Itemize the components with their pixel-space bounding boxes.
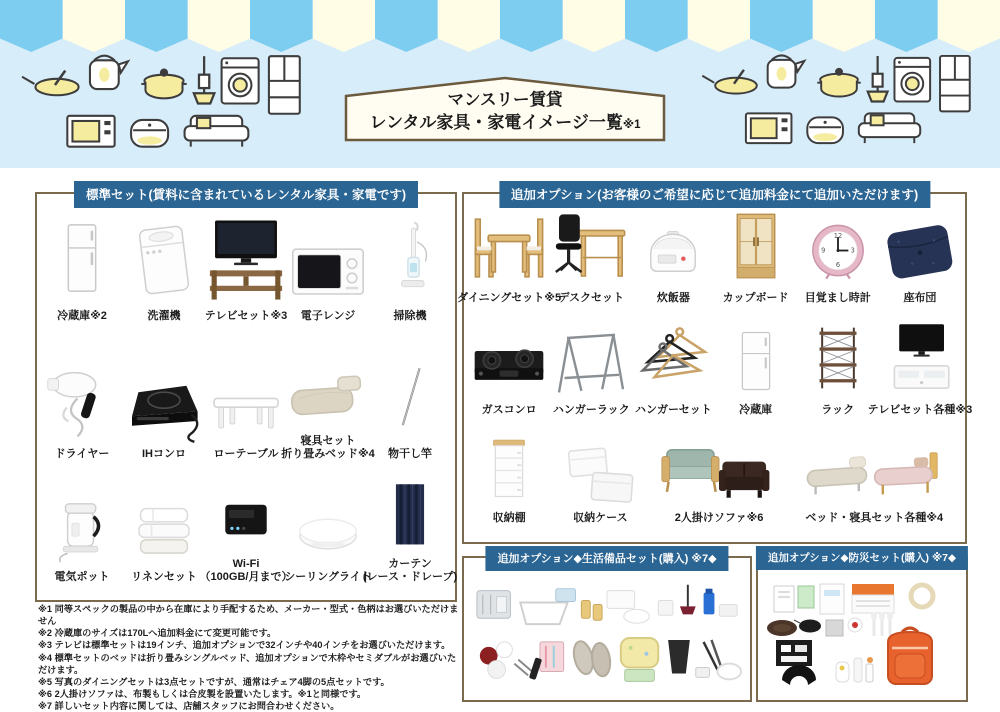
item-label: リネンセット (131, 571, 197, 584)
slippers-brown-icon (767, 620, 797, 636)
gas-stove-image (468, 326, 550, 404)
eye-mask-icon (794, 620, 821, 633)
item-desk-set (550, 204, 632, 305)
item-bedding-set (287, 355, 369, 461)
item-label2: (レース・ドレープ) (363, 571, 457, 584)
item-label: 炊飯器 (657, 292, 690, 305)
toiletry-bottles-icon (581, 591, 649, 624)
low-table-image (204, 368, 288, 448)
footnote-2: ※2 冷蔵庫のサイズは170Lへ追加料金にて変更可能です。 (38, 627, 462, 639)
title-plaque (344, 76, 666, 142)
item-wifi-router (205, 484, 287, 584)
awning-stripe (0, 0, 63, 52)
awning-stripe (688, 0, 751, 52)
standard-set-header: 標準セット(賃料に含まれているレンタル家具・家電です) (74, 181, 418, 208)
item-label: 電気ポット (55, 571, 110, 584)
footnote-7: ※7 詳しいセット内容に関しては、店舗スタッフにお問合わせください。 (38, 700, 462, 712)
life-goods-set-image (464, 572, 750, 700)
awning-stripe (625, 0, 688, 52)
footnotes (38, 603, 462, 712)
top-banner (0, 0, 1000, 168)
item-label: ローテーブル (213, 448, 278, 461)
documents-icon (774, 586, 814, 612)
food-pack-icon (852, 584, 894, 613)
awning-stripe (500, 0, 563, 52)
item-storage-shelf (468, 424, 550, 525)
item-label: シーリングライト (284, 571, 371, 584)
slippers-icon (571, 639, 613, 677)
item-label: 目覚まし時計 (805, 292, 871, 305)
item-laundry-pole (369, 346, 451, 461)
tv-various-image (880, 318, 960, 404)
laundry-pole-image (380, 346, 440, 448)
neck-pillow-icon (782, 665, 816, 685)
item-label: ハンガーラック (553, 404, 630, 417)
page-title-line1: マンスリー賃貸 (447, 90, 562, 111)
item-electric-pot (41, 487, 123, 584)
item-label: ガスコンロ (482, 404, 537, 417)
svg-text:6: 6 (836, 261, 840, 269)
desk-set-image (551, 204, 631, 292)
emergency-backpack-icon (888, 628, 932, 684)
item-rack (797, 312, 879, 417)
item-label: デスクセット (558, 292, 624, 305)
storage-shelf-image (478, 424, 540, 512)
item-label: ハンガーセット (635, 404, 712, 417)
curtain-image (378, 472, 442, 558)
item-cupboard (715, 200, 797, 305)
life-goods-set-panel (462, 556, 752, 702)
whistle-bottle-icon (866, 657, 873, 682)
appliance-icons-right (700, 50, 978, 154)
ceiling-light-image (285, 497, 371, 571)
disaster-set-header: 追加オプション◆防災セット(購入) ※7◆ (756, 546, 968, 570)
rice-cooker-image (635, 218, 711, 292)
hanger-rack-image (551, 320, 631, 404)
item-floor-cushion (879, 210, 961, 305)
vacuum-image (375, 202, 445, 310)
storage-cases-image (557, 432, 643, 512)
item-linen-set (123, 493, 205, 584)
wash-basin-icon (520, 589, 575, 624)
svg-text:3: 3 (850, 247, 854, 255)
toothbrush-set-icon (529, 642, 564, 680)
item-tv-set (205, 210, 287, 323)
standard-set-panel (35, 192, 457, 602)
item-label: 2人掛けソファ※6 (675, 512, 764, 525)
page-title-line2: レンタル家具・家電イメージ一覧 (370, 113, 623, 132)
disaster-set-image (758, 572, 966, 700)
item-bed-sets (788, 432, 961, 525)
item-storage-cases (550, 432, 650, 525)
awning-stripe (813, 0, 876, 52)
cushion-tissue-icon (621, 638, 658, 681)
footnote-5: ※5 写真のダイニングセットは3点セットですが、通常はチェア4脚の5点セットです。 (38, 676, 462, 688)
dining-set-image (469, 204, 549, 292)
item-label: Wi-Fi (233, 558, 260, 571)
item-microwave (287, 230, 369, 323)
washer-image (126, 210, 202, 310)
disaster-set-panel (756, 556, 968, 702)
item-label: カップボード (723, 292, 789, 305)
item-label: ラック (821, 404, 854, 417)
item-label: カーテン (388, 558, 431, 571)
item-ih-stove (123, 362, 205, 461)
footnote-4: ※4 標準セットのベッドは折り畳みシングルベッド、追加オプションで木枠やセミダブルがお選びいただけます。 (38, 652, 462, 676)
awning-stripe (938, 0, 1000, 52)
awning-stripe (63, 0, 126, 52)
item-gas-stove (468, 326, 550, 417)
utensils-icon (871, 612, 893, 636)
item-label: ダイニングセット※5 (457, 292, 561, 305)
footnote-6: ※6 2人掛けソファは、布製もしくは合皮製を設置いたします。※1と同様です。 (38, 688, 462, 700)
microwave-image (286, 230, 370, 310)
awning-stripe (250, 0, 313, 52)
item-label: テレビセット※3 (205, 310, 288, 323)
wifi-router-image (207, 484, 285, 558)
item-alarm-clock (797, 212, 879, 305)
cutlery-tray-icon (477, 591, 511, 619)
awning-stripe (188, 0, 251, 52)
fridge-image (46, 206, 118, 310)
item-dryer (41, 358, 123, 461)
trash-bin-icon (668, 640, 690, 674)
item-vacuum (369, 202, 451, 323)
awning-stripe (313, 0, 376, 52)
item-label: ベッド・寝具セット各種※4 (805, 512, 943, 525)
item-fridge (41, 206, 123, 323)
item-label: 掃除機 (394, 310, 427, 323)
item-label: テレビセット各種※3 (868, 404, 973, 417)
svg-text:12: 12 (834, 232, 842, 240)
item-ceiling-light (287, 497, 369, 584)
item-dining-set (468, 204, 550, 305)
bed-sets-image (794, 432, 954, 512)
appliance-icons-left (20, 50, 308, 158)
item-washer (123, 210, 205, 323)
awning-stripe (125, 0, 188, 52)
item-label2: 折り畳みベッド※4 (281, 448, 375, 461)
item-label: 収納ケース (573, 512, 627, 525)
tv-set-image (203, 210, 289, 310)
awning-stripe (875, 0, 938, 52)
item-label: 寝具セット (301, 435, 356, 448)
gloves-icon (836, 658, 862, 682)
alarm-clock-image (801, 212, 875, 292)
hanger-set-image (631, 320, 715, 404)
additional-options-header: 追加オプション(お客様のご希望に応じて追加料金にて追加いただけます) (499, 181, 930, 208)
rack-image (805, 312, 871, 404)
awning-decoration (0, 0, 1000, 52)
rope-icon (911, 585, 933, 607)
life-goods-set-header: 追加オプション◆生活備品セット(購入) ※7◆ (485, 546, 728, 571)
loveseat-sofa-image (657, 428, 781, 512)
item-label: 洗濯機 (148, 310, 181, 323)
item-label: IHコンロ (142, 448, 186, 461)
item-curtain (369, 472, 451, 584)
awning-stripe (563, 0, 626, 52)
item-label: ドライヤー (55, 448, 110, 461)
item-tv-various (879, 318, 961, 417)
footnote-1: ※1 同等スペックの製品の中から在庫により手配するため、メーカー・型式・色柄はお選びいただけません (38, 603, 462, 627)
linen-set-image (124, 493, 204, 571)
ih-stove-image (124, 362, 204, 448)
item-rice-cooker (632, 218, 714, 305)
kitchen-tools-icon (696, 640, 741, 679)
fridge-image (725, 318, 787, 404)
item-loveseat-sofa (651, 428, 788, 525)
awning-stripe (438, 0, 501, 52)
item-label: 座布団 (903, 292, 936, 305)
page-title-note: ※1 (623, 119, 641, 131)
toilet-goods-icon (658, 585, 737, 617)
emergency-blanket-icon (826, 618, 862, 636)
item-low-table (205, 368, 287, 461)
item-hanger-set (632, 320, 714, 417)
item-hanger-rack (550, 320, 632, 417)
item-fridge-option (715, 318, 797, 417)
first-aid-kit-icon (776, 640, 812, 666)
item-label: 物干し竿 (388, 448, 432, 461)
item-label: 電子レンジ (301, 310, 355, 323)
footnote-3: ※3 テレビは標準セットは19インチ、追加オプションで32インチや40インチをお選びいただけます。 (38, 639, 462, 651)
bedding-image (284, 355, 372, 435)
cupboard-image (720, 200, 792, 292)
item-label: 冷蔵庫※2 (57, 310, 107, 323)
item-label2: （100GB/月まで） (200, 571, 293, 584)
svg-text:9: 9 (821, 247, 825, 255)
item-label: 収納棚 (493, 512, 526, 525)
dryer-image (44, 358, 120, 448)
tableware-icon (480, 642, 532, 678)
electric-pot-image (46, 487, 118, 571)
water-pack-icon (820, 584, 844, 614)
item-label: 冷蔵庫 (739, 404, 772, 417)
additional-options-panel (462, 192, 967, 544)
floor-cushion-image (880, 210, 960, 292)
awning-stripe (375, 0, 438, 52)
awning-stripe (750, 0, 813, 52)
